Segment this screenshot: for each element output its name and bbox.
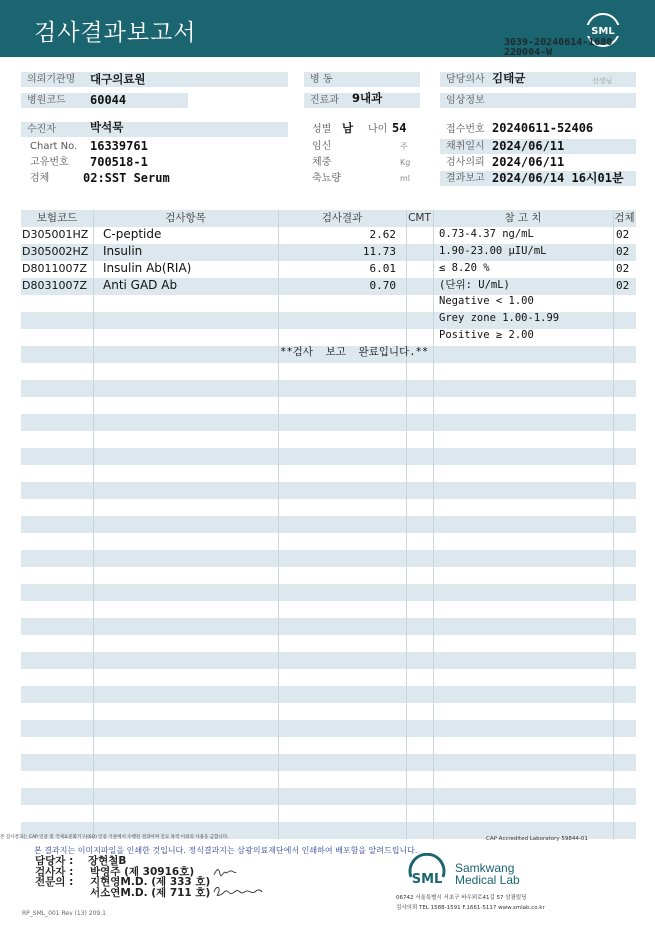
row-code: D8031007Z (22, 279, 87, 292)
chart-no-value: 16339761 (90, 139, 148, 153)
table-stripe (21, 380, 636, 397)
clinical-info-label: 임상정보 (440, 93, 636, 108)
column-divider (613, 210, 614, 840)
column-divider (93, 210, 94, 840)
specialist-signature (212, 884, 264, 898)
company-name-line2: Medical Lab (455, 873, 520, 887)
company-name-line1: Samkwang (455, 861, 515, 875)
age-label: 나이 (368, 124, 388, 135)
results-table (21, 210, 636, 840)
row-reference: 1.90-23.00 μIU/mL (439, 245, 547, 257)
row-specimen: 02 (616, 245, 630, 258)
row-code: D305002HZ (22, 245, 89, 258)
table-stripe (21, 550, 636, 567)
table-stripe (21, 584, 636, 601)
print-notice: 본 결과지는 이미지파일을 인쇄한 것입니다. 정식결과지는 삼광의료재단에서 인쇄하여 배포함을 알려드립니다. (34, 846, 418, 855)
row-item: Insulin (103, 244, 143, 258)
header-specimen: 검체 (614, 212, 635, 224)
requested-value: 2024/06/11 (492, 155, 565, 169)
row-result: 0.70 (369, 279, 396, 292)
report-id-line1: 3039-20240614-1680 (504, 37, 613, 48)
ward-label: 병 동 (304, 72, 420, 87)
row-result: 2.62 (369, 228, 396, 241)
urine-label: 축뇨량 (312, 173, 341, 184)
receipt-value: 20240611-52406 (492, 121, 594, 135)
sml-company-logo-icon (405, 853, 449, 891)
handler-name: 장현철B (88, 855, 127, 867)
id-no-label: 고유번호 (30, 157, 69, 168)
doctor-suffix: 선생님 (592, 77, 613, 85)
hospital-code-label: 병원코드 (21, 93, 188, 108)
specialist-label: 전문의 : (35, 876, 74, 888)
report-title: 검사결과보고서 (34, 20, 197, 46)
patient-name: 박석묵 (90, 120, 124, 134)
table-stripe (21, 414, 636, 431)
header-result: 검사결과 (321, 212, 363, 224)
header-test-item: 검사항목 (165, 212, 206, 224)
age-value: 54 (392, 121, 407, 135)
reported-value: 2024/06/14 16시01분 (492, 171, 624, 185)
doctor-label: 담당의사 (440, 72, 636, 87)
pregnancy-label: 임신 (312, 141, 332, 152)
sex-label: 성별 (312, 124, 332, 135)
requested-label: 검사의뢰 (446, 157, 485, 168)
certification-note: 본 검사결과는 CAP 인증 및 국제표준화기구(ISO) 인증 기관에서 수행된 결과이며 진료 목적 이외의 사용을 금합니다. (0, 835, 229, 840)
weight-label: 체중 (312, 157, 332, 168)
company-phone: 검사의뢰 TEL 1588-1591 F.1661-5117 www.smlab.co.kr (396, 905, 545, 911)
row-specimen: 02 (616, 228, 630, 241)
dept-label: 진료과 (304, 93, 420, 108)
table-stripe (21, 720, 636, 737)
urine-unit: ml (400, 174, 411, 183)
sml-logo-text: SML (591, 26, 615, 37)
specialist-1: 지현영M.D. (제 333 호) (90, 876, 211, 888)
hospital-code-value: 60044 (90, 93, 127, 107)
column-divider (278, 210, 279, 840)
receipt-label: 접수번호 (446, 124, 485, 135)
company-address: 06742 서울특별시 서초구 바우뫼로41길 57 삼광빌딩 (396, 895, 527, 901)
row-result: 6.01 (369, 262, 396, 275)
institution-value: 대구의료원 (90, 72, 146, 86)
report-id (504, 38, 612, 58)
row-item: Insulin Ab(RIA) (103, 261, 192, 275)
column-divider (406, 210, 407, 840)
row-specimen: 02 (616, 279, 630, 292)
row-code: D305001HZ (22, 228, 89, 241)
examiner-label: 검사자 : (35, 866, 74, 878)
column-divider (433, 210, 434, 840)
table-stripe (21, 652, 636, 669)
row-reference: (단위: U/mL) (439, 279, 510, 291)
row-reference: 0.73-4.37 ng/mL (439, 228, 534, 240)
specimen-value: 02:SST Serum (83, 171, 170, 185)
row-code: D8011007Z (22, 262, 87, 275)
row-specimen: 02 (616, 262, 630, 275)
doctor-value: 김태균 (492, 71, 526, 85)
id-no-value: 700518-1 (90, 155, 148, 169)
form-code: RP_SML_001 Rev (13) 209.1 (22, 910, 106, 917)
examiner-name: 박영주 (제 30916호) (90, 866, 195, 878)
cap-note: CAP Accredited Laboratory 59844-01 (486, 836, 588, 842)
institution-label: 의뢰기관명 (21, 72, 288, 87)
table-stripe (21, 686, 636, 703)
specialist-2: 서소연M.D. (제 711 호) (90, 887, 211, 899)
completion-note: **검사 보고 완료입니다.** (280, 346, 429, 358)
weight-unit: Kg (400, 158, 411, 167)
table-stripe (21, 754, 636, 771)
company-logo-text: SML (411, 872, 443, 887)
table-stripe (21, 618, 636, 635)
header-cmt: CMT (408, 212, 431, 224)
row-item: Anti GAD Ab (103, 278, 178, 292)
table-stripe (21, 482, 636, 499)
collected-value: 2024/06/11 (492, 139, 565, 153)
dept-value: 9내과 (352, 91, 383, 105)
table-stripe (21, 448, 636, 465)
reported-label: 결과보고 (440, 171, 636, 186)
chart-no-label: Chart No. (30, 141, 78, 152)
header-reference: 참 고 치 (504, 212, 542, 224)
collected-label: 채취일시 (440, 139, 636, 154)
reference-positive: Positive ≥ 2.00 (439, 329, 534, 341)
handler-label: 담당자 : (35, 855, 74, 867)
row-result: 11.73 (362, 245, 396, 258)
table-stripe (21, 788, 636, 805)
examiner-signature (212, 866, 238, 878)
table-stripe (21, 516, 636, 533)
reference-negative: Negative < 1.00 (439, 295, 534, 307)
reference-grey-zone: Grey zone 1.00-1.99 (439, 312, 560, 324)
row-item: C-peptide (103, 227, 162, 241)
row-reference: ≤ 8.20 % (439, 262, 490, 274)
report-id-line2: 220004-W (504, 47, 553, 58)
patient-label: 수진자 (21, 122, 288, 137)
specimen-label: 검체 (30, 173, 50, 184)
sex-value: 남 (342, 121, 354, 135)
header-insurance-code: 보험코드 (36, 212, 78, 224)
company-name (455, 862, 520, 886)
pregnancy-unit: 주 (400, 142, 408, 151)
